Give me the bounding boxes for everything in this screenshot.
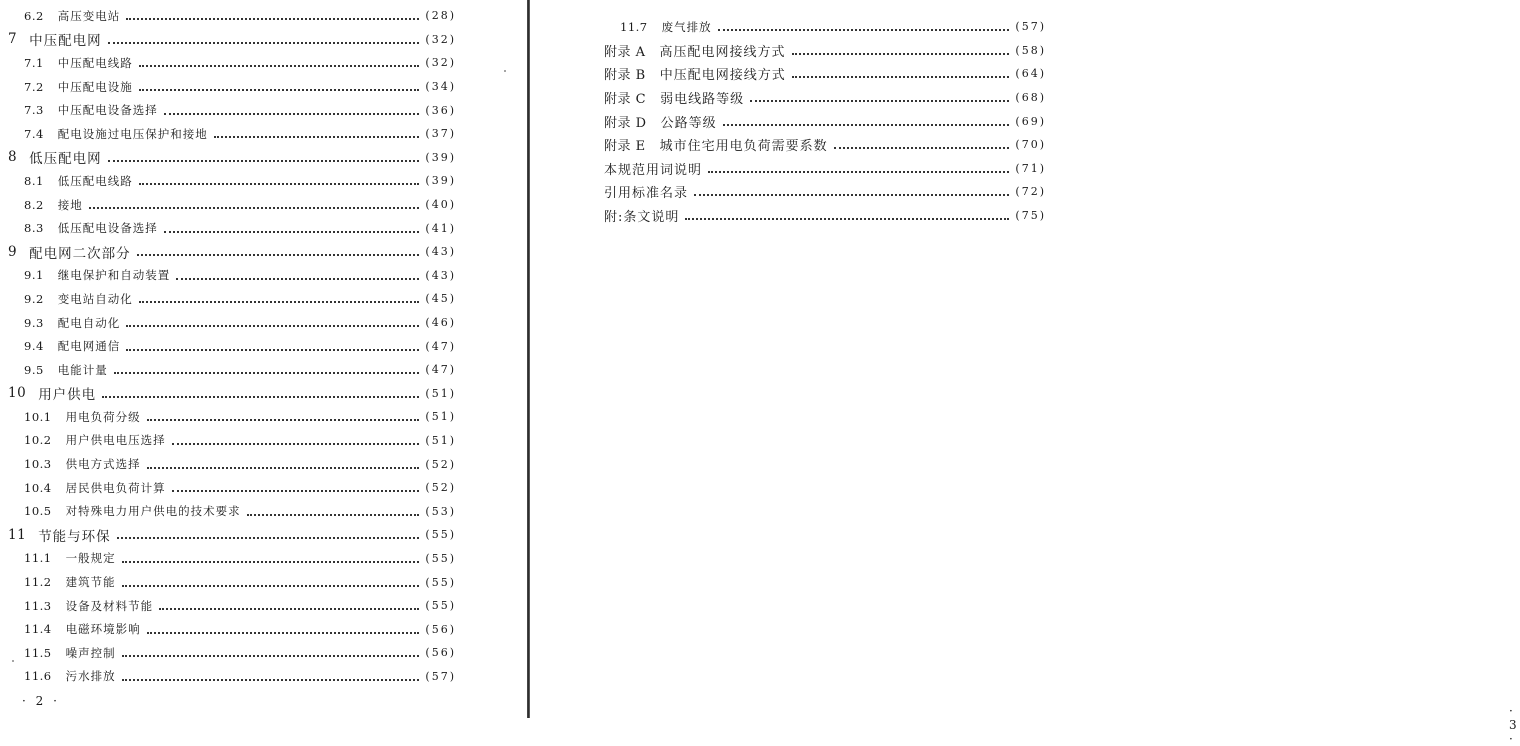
toc-entry [8, 641, 456, 665]
toc-entry-number: 附录 C [604, 92, 647, 108]
toc-entry-page: (69) [1015, 114, 1046, 128]
toc-entry-number: 附录 B [604, 68, 646, 84]
dot-leader [117, 536, 420, 539]
dot-leader [126, 17, 419, 20]
toc-entry-page: (39) [425, 150, 456, 164]
toc-entry-page: (57) [425, 669, 456, 683]
toc-entry [8, 405, 456, 429]
toc-entry-page: (68) [1015, 91, 1046, 105]
toc-entry-title: 节能与环保 [38, 528, 111, 545]
toc-entry-title: 建筑节能 [65, 575, 116, 590]
toc-entry-title: 设备及材料节能 [65, 598, 154, 613]
toc-entry [8, 334, 456, 358]
toc-entry-page: (47) [425, 339, 456, 353]
toc-entry-title: 供电方式选择 [65, 457, 141, 472]
toc-entry [8, 617, 456, 641]
toc-entry-title: 对特殊电力用户供电的技术要求 [65, 504, 241, 519]
toc-entry-page: (46) [425, 316, 456, 330]
toc-entry [8, 476, 456, 500]
toc-entry-page: (43) [425, 245, 456, 259]
toc-entry [8, 98, 456, 122]
toc-entry-title: 用电负荷分级 [65, 409, 141, 424]
toc-entry-number: 9.5 [24, 362, 44, 377]
toc-entry-number: 7.2 [24, 79, 44, 94]
toc-entry [8, 523, 456, 547]
toc-entry-number: 9 [8, 243, 18, 260]
toc-entry-title: 废气排放 [661, 19, 712, 34]
toc-entry-title: 公路等级 [660, 115, 717, 131]
toc-entry-number: 附录 E [604, 139, 646, 155]
right-page [532, 0, 1520, 746]
toc-entry-title: 配电网通信 [57, 339, 121, 354]
dot-leader [139, 64, 420, 67]
toc-entry-page: (55) [425, 551, 456, 565]
dot-leader [108, 159, 420, 162]
toc-entry-number: 10.1 [24, 409, 52, 424]
toc-entry [604, 109, 1046, 133]
dot-leader [708, 170, 1009, 173]
toc-entry-title: 城市住宅用电负荷需要系数 [659, 139, 828, 155]
toc-entry-page: (47) [425, 363, 456, 377]
toc-entry-page: (55) [425, 599, 456, 613]
toc-entry-page: (51) [425, 386, 456, 400]
toc-entry [8, 216, 456, 240]
toc-entry-title: 污水排放 [65, 669, 116, 684]
toc-entry [604, 39, 1046, 63]
toc-entry [8, 429, 456, 453]
toc-entry-number: 11.3 [24, 598, 52, 613]
toc-entry-number: 10.3 [24, 457, 52, 472]
toc-entry-number: 7.1 [24, 55, 44, 70]
dot-leader [718, 28, 1010, 31]
toc-entry-number: 7.4 [24, 126, 44, 141]
toc-entry-title: 低压配电线路 [57, 173, 133, 188]
toc-entry-title: 接地 [57, 197, 83, 212]
toc-entry [8, 287, 456, 311]
dot-leader [122, 678, 420, 681]
toc-entry [8, 499, 456, 523]
dot-leader [147, 631, 420, 634]
toc-entry [8, 382, 456, 406]
toc-entry-number: 7 [8, 31, 18, 48]
dot-leader [164, 112, 420, 115]
toc-entry-page: (75) [1015, 209, 1046, 223]
toc-entry-page: (52) [425, 481, 456, 495]
toc-entry-number: 10.4 [24, 480, 52, 495]
toc-entry-page: (36) [425, 103, 456, 117]
toc-entry [8, 193, 456, 217]
toc-entry-number: 10.2 [24, 433, 52, 448]
toc-entry-title: 居民供电负荷计算 [65, 480, 166, 495]
toc-entry [8, 358, 456, 382]
toc-entry-title: 低压配电网 [29, 151, 102, 168]
dot-leader [122, 584, 420, 587]
toc-entry-page: (56) [425, 646, 456, 660]
toc-entry-number: 11.6 [24, 669, 52, 684]
dot-leader [139, 300, 420, 303]
toc-entry-page: (43) [425, 268, 456, 282]
toc-entry-title: 引用标准名录 [604, 186, 689, 202]
dot-leader [139, 88, 420, 91]
toc-entry-title: 配电自动化 [57, 315, 121, 330]
toc-entry [8, 547, 456, 571]
dot-leader [159, 607, 419, 610]
dot-leader [126, 348, 419, 351]
toc-entry-page: (53) [425, 504, 456, 518]
toc-entry-title: 一般规定 [65, 551, 116, 566]
dot-leader [108, 41, 420, 44]
toc-entry [8, 169, 456, 193]
toc-entry-title: 弱电线路等级 [660, 92, 745, 108]
toc-entry-number: 9.3 [24, 315, 44, 330]
dot-leader [172, 442, 420, 445]
toc-entry-title: 本规范用词说明 [604, 162, 703, 178]
toc-entry-page: (64) [1015, 67, 1046, 81]
toc-entry [8, 452, 456, 476]
toc-entry-number: 11.4 [24, 622, 52, 637]
toc-entry-page: (32) [425, 32, 456, 46]
dot-leader [122, 560, 420, 563]
toc-entry-page: (39) [425, 174, 456, 188]
toc-entry-title: 电能计量 [57, 362, 108, 377]
toc-entry-number: 10.5 [24, 504, 52, 519]
toc-entry-page: (52) [425, 457, 456, 471]
scan-speck [504, 70, 506, 72]
toc-entry [604, 204, 1046, 228]
toc-entry-title: 中压配电设备选择 [57, 103, 158, 118]
toc-entry-title: 配电设施过电压保护和接地 [57, 126, 208, 141]
toc-entry [604, 180, 1046, 204]
dot-leader [834, 146, 1010, 149]
dot-leader [750, 99, 1009, 102]
scan-speck [12, 660, 14, 662]
toc-entry [8, 570, 456, 594]
toc-entry-title: 中压配电网 [29, 33, 102, 50]
page-number-right: · 3 · [1509, 704, 1520, 746]
toc-entry [8, 51, 456, 75]
toc-list-right [604, 15, 1046, 227]
toc-entry-title: 中压配电网接线方式 [659, 68, 786, 84]
toc-entry-page: (57) [1015, 20, 1046, 34]
dot-leader [723, 123, 1010, 126]
toc-entry-number: 9.1 [24, 268, 44, 283]
toc-entry-title: 附:条文说明 [604, 210, 680, 226]
toc-entry-page: (70) [1015, 138, 1046, 152]
toc-entry-page: (55) [425, 528, 456, 542]
toc-entry-number: 附录 A [604, 44, 646, 60]
toc-entry-number: 11.5 [24, 645, 52, 660]
toc-entry-number: 10 [8, 385, 27, 402]
toc-entry-page: (40) [425, 198, 456, 212]
toc-entry-page: (58) [1015, 43, 1046, 57]
dot-leader [147, 418, 420, 421]
toc-entry-page: (32) [425, 56, 456, 70]
dot-leader [214, 135, 420, 138]
toc-entry [604, 157, 1046, 181]
toc-entry-number: 附录 D [604, 115, 647, 131]
toc-entry-number: 9.4 [24, 339, 44, 354]
toc-entry [8, 122, 456, 146]
toc-entry-title: 继电保护和自动装置 [57, 268, 171, 283]
dot-leader [247, 513, 420, 516]
toc-entry-page: (72) [1015, 185, 1046, 199]
toc-entry [604, 15, 1046, 39]
toc-entry-title: 用户供电电压选择 [65, 433, 166, 448]
dot-leader [126, 324, 419, 327]
toc-entry-page: (28) [425, 9, 456, 23]
toc-entry-page: (51) [425, 410, 456, 424]
dot-leader [122, 654, 420, 657]
dot-leader [147, 466, 420, 469]
toc-entry-title: 配电网二次部分 [29, 245, 131, 262]
toc-entry-title: 低压配电设备选择 [57, 221, 158, 236]
toc-entry-page: (45) [425, 292, 456, 306]
toc-entry-number: 11.2 [24, 575, 52, 590]
toc-entry-number: 11.1 [24, 551, 52, 566]
toc-entry-title: 电磁环境影响 [65, 622, 141, 637]
dot-leader [172, 489, 420, 492]
toc-entry [8, 28, 456, 52]
toc-entry-page: (37) [425, 127, 456, 141]
left-page [0, 0, 527, 718]
toc-entry-page: (51) [425, 433, 456, 447]
toc-entry [8, 146, 456, 170]
toc-entry [8, 264, 456, 288]
dot-leader [164, 230, 420, 233]
book-spine-divider [527, 0, 530, 718]
toc-entry-number: 8 [8, 149, 18, 166]
toc-entry-title: 用户供电 [38, 387, 97, 404]
dot-leader [137, 253, 420, 256]
dot-leader [139, 182, 420, 185]
dot-leader [102, 395, 419, 398]
toc-entry-number: 11.7 [620, 19, 648, 34]
toc-entry [8, 4, 456, 28]
toc-entry-page: (41) [425, 221, 456, 235]
toc-entry-number: 6.2 [24, 8, 44, 23]
toc-entry-number: 8.3 [24, 221, 44, 236]
toc-entry-title: 中压配电线路 [57, 55, 133, 70]
toc-list-left [8, 4, 456, 688]
page-number-left: · 2 · [22, 694, 60, 708]
toc-entry-number: 11 [8, 526, 27, 543]
toc-entry [8, 240, 456, 264]
toc-entry [604, 62, 1046, 86]
toc-entry-title: 变电站自动化 [57, 291, 133, 306]
toc-entry-title: 噪声控制 [65, 645, 116, 660]
toc-entry-title: 高压配电网接线方式 [659, 44, 786, 60]
dot-leader [114, 371, 420, 374]
toc-entry-number: 7.3 [24, 103, 44, 118]
toc-entry [8, 75, 456, 99]
toc-entry [604, 133, 1046, 157]
dot-leader [685, 217, 1009, 220]
toc-entry-number: 8.1 [24, 173, 44, 188]
dot-leader [89, 206, 420, 209]
toc-entry [604, 86, 1046, 110]
dot-leader [176, 277, 419, 280]
toc-entry-number: 9.2 [24, 291, 44, 306]
toc-entry [8, 311, 456, 335]
toc-entry-page: (55) [425, 575, 456, 589]
toc-entry [8, 665, 456, 689]
dot-leader [792, 52, 1010, 55]
toc-entry-page: (34) [425, 80, 456, 94]
dot-leader [792, 75, 1010, 78]
toc-entry-title: 高压变电站 [57, 8, 121, 23]
toc-entry [8, 594, 456, 618]
toc-entry-page: (71) [1015, 161, 1046, 175]
toc-entry-title: 中压配电设施 [57, 79, 133, 94]
dot-leader [694, 193, 1009, 196]
toc-entry-number: 8.2 [24, 197, 44, 212]
toc-entry-page: (56) [425, 622, 456, 636]
